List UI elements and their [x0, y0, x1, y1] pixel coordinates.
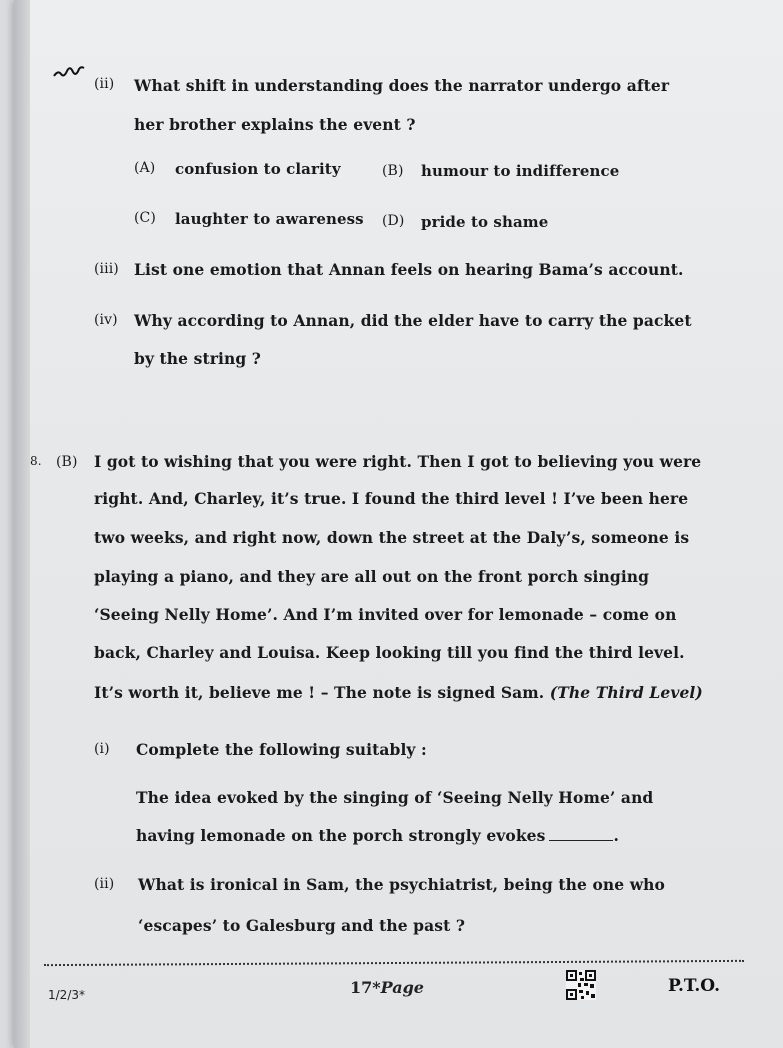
q2-line1: What shift in understanding does the narrator undergo after	[134, 76, 670, 95]
passage-line-6: back, Charley and Louisa. Keep looking till you find the third level.	[94, 643, 685, 662]
q2-number: (ii)	[94, 76, 115, 92]
handwritten-tick-mark	[52, 62, 86, 82]
passage-line-3: two weeks, and right now, down the street at the Daly’s, someone is	[94, 528, 690, 547]
q3-number: (iii)	[94, 261, 119, 277]
sub-ii-number: (ii)	[94, 876, 115, 892]
page-number	[350, 978, 424, 997]
passage-source: (The Third Level)	[549, 683, 703, 702]
option-a-text: confusion to clarity	[175, 160, 341, 178]
option-a-number: (A)	[134, 160, 156, 176]
option-c-text: laughter to awareness	[175, 210, 364, 228]
page-number-separator: *	[372, 978, 381, 997]
footer-divider	[44, 960, 744, 966]
exam-page	[14, 0, 783, 1048]
sub-ii-line2: ‘escapes’ to Galesburg and the past ?	[138, 916, 466, 935]
please-turn-over: P.T.O.	[668, 976, 720, 996]
paper-code: 1/2/3*	[48, 988, 85, 1002]
q3-text: List one emotion that Annan feels on hearing Bama’s account.	[134, 260, 684, 279]
sub-i-line2	[136, 826, 619, 845]
sub-i-line2-text: having lemonade on the porch strongly evokes	[136, 826, 546, 845]
sub-i-line1: The idea evoked by the singing of ‘Seeing Nelly Home’ and	[136, 788, 654, 807]
q4-line2: by the string ?	[134, 349, 261, 368]
option-d-number: (D)	[382, 213, 405, 229]
passage-line-2: right. And, Charley, it’s true. I found the third level ! I’ve been here	[94, 489, 689, 508]
passage-line-5: ‘Seeing Nelly Home’. And I’m invited over for lemonade – come on	[94, 605, 677, 624]
option-b-number: (B)	[382, 163, 404, 179]
page-label: Page	[380, 978, 424, 997]
passage-line-7	[94, 683, 703, 702]
option-b-text: humour to indifference	[421, 162, 620, 180]
qr-code-icon	[566, 970, 596, 1000]
passage-line-1: I got to wishing that you were right. Then I got to believing you were	[94, 452, 702, 471]
question-8-number: 8.	[30, 454, 42, 468]
option-c-number: (C)	[134, 210, 156, 226]
sub-ii-line1: What is ironical in Sam, the psychiatrist, being the one who	[138, 875, 665, 894]
passage-line-7-text: It’s worth it, believe me ! – The note is signed Sam.	[94, 683, 545, 702]
q4-line1: Why according to Annan, did the elder have to carry the packet	[134, 311, 692, 330]
page-binding-edge	[14, 0, 30, 1048]
answer-blank	[549, 840, 613, 841]
option-d-text: pride to shame	[421, 213, 549, 231]
question-8-part: (B)	[56, 454, 78, 470]
page-number-value: 17	[350, 978, 373, 997]
sub-i-prompt: Complete the following suitably :	[136, 740, 427, 759]
q4-number: (iv)	[94, 312, 118, 328]
sub-i-number: (i)	[94, 741, 110, 757]
q2-line2: her brother explains the event ?	[134, 115, 416, 134]
sub-i-end: .	[613, 826, 619, 845]
passage-line-4: playing a piano, and they are all out on the front porch singing	[94, 567, 650, 586]
